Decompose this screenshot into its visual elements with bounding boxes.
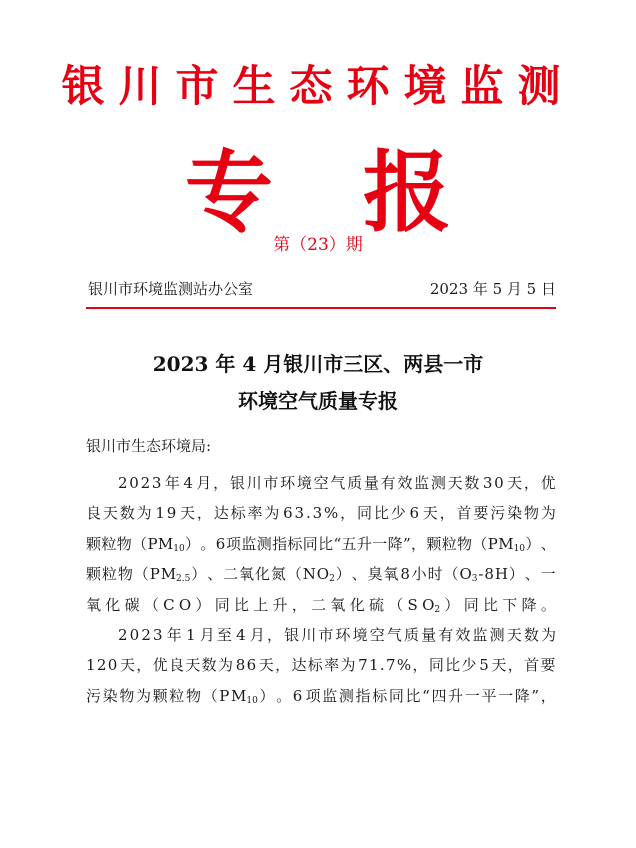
subscript: 2 xyxy=(434,604,441,615)
report-title-line2: 环境空气质量专报 xyxy=(238,389,398,413)
subscript: 2 xyxy=(329,574,335,585)
issuing-office: 银川市环境监测站办公室 xyxy=(88,280,254,298)
body-line: 2 0 2 3 年 4 月 ， 银 川 市 环 境 空 气 质 量 有 效 监 测 天 数 3 0 天 ， 优 xyxy=(118,474,556,492)
body-line: 氧 化 碳 （ C O ） 同 比 上 升 ， 二 氧 化 硫 （ S $O_2$ ） 同 比 下 降 。 xyxy=(86,595,556,615)
subscript: 10 xyxy=(246,695,258,706)
subscript: 2.5 xyxy=(176,574,191,585)
body-line: 污 染 物 为 颗 粒 物 （ P $M_{10}$ ） 。 6 项 监 测 指 标 同 比 “ 四 升 一 平 一 降 ” ， xyxy=(86,686,556,706)
body-line: 颗 粒 物 （ P $M_{10}$ ） 。 6 项 监 测 指 标 同 比 “ 五 升 一 降 ” ， 颗 粒 物 （ P $M_{10}$ ） 、 xyxy=(86,534,556,554)
salutation: 银川市生态环境局: xyxy=(86,437,212,455)
masthead-special-report xyxy=(0,142,636,242)
issue-number: 第（23）期 xyxy=(273,235,363,255)
subscript: 10 xyxy=(173,543,185,554)
masthead-org-title: 银川市生态环境监测 xyxy=(61,62,575,112)
issue-date: 2023 年 5 月 5 日 xyxy=(429,280,556,298)
body-line: 1 2 0 天 ， 优 良 天 数 为 8 6 天 ， 达 标 率 为 7 1 . 7 % ， 同 比 少 5 天 ， 首 要 xyxy=(86,656,556,675)
subscript: 3 xyxy=(471,574,478,585)
subscript: 10 xyxy=(513,543,526,554)
body-line: 良 天 数 为 1 9 天 ， 达 标 率 为 6 3 . 3 % ， 同 比 少 6 天 ， 首 要 污 染 物 为 xyxy=(86,504,556,523)
red-divider xyxy=(86,307,556,309)
masthead-char-bao: 报 xyxy=(363,140,452,244)
masthead-char-zhuan: 专 xyxy=(185,140,274,244)
report-title-line1: 2023 年 4 月银川市三区、两县一市 xyxy=(152,352,484,376)
body-line: 颗 粒 物 （ P $M_{2.5}$ ） 、 二 氧 化 氮 （ N $O_2$ ） 、 臭 氧 8 小 时 （ $O_3$ - 8 H ） 、 一 xyxy=(86,565,556,585)
body-line: 2 0 2 3 年 1 月 至 4 月 ， 银 川 市 环 境 空 气 质 量 有 效 监 测 天 数 为 xyxy=(118,626,556,644)
